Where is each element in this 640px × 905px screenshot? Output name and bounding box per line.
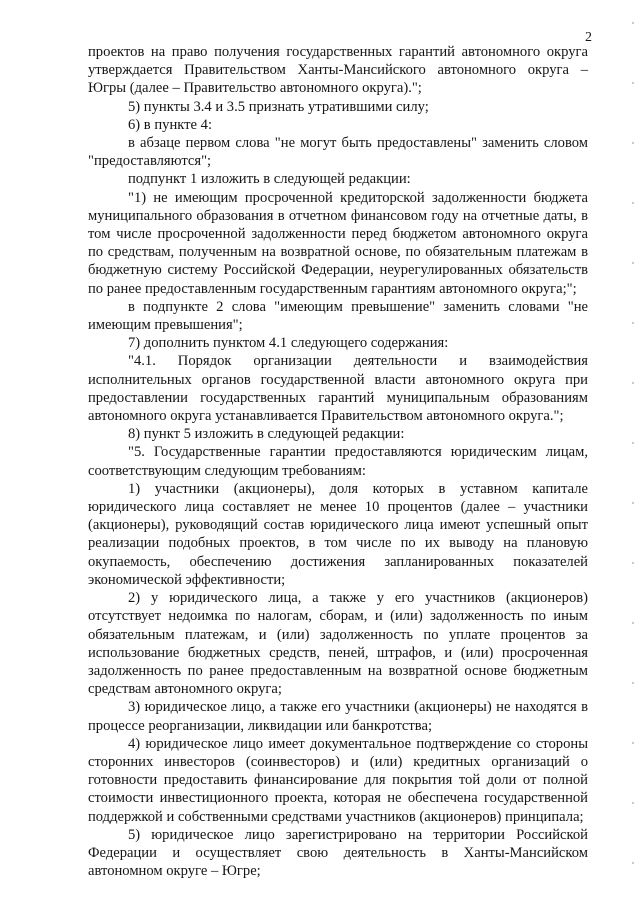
paragraph-requirement-4: 4) юридическое лицо имеет документальное подтверждение со стороны сторонних инвесторов (соинвесторов) и (или) кредитных организаций о готовности предоставить финансирование для покрытия той доли от полной стоимости инвестиционного проекта, которая не обеспечена государственной поддержкой и собственными средствами участников (акционеров) принципала; <box>88 735 588 825</box>
paragraph-item-5-text: "5. Государственные гарантии предоставляются юридическим лицам, соответствующим следующим требованиям: <box>88 444 588 479</box>
paragraph-requirement-3: 3) юридическое лицо, а также его участники (акционеры) не находятся в процессе реорганизации, ликвидации или банкротства; <box>88 699 588 734</box>
paragraph-continuation: проектов на право получения государственных гарантий автономного округа утверждается Правительством Ханты-Мансийского автономного округа – Югры (далее – Правительство автономного округа)."; <box>88 44 588 97</box>
paragraph-item-7: 7) дополнить пунктом 4.1 следующего содержания: <box>128 335 449 352</box>
paragraph-item-5: 5) пункты 3.4 и 3.5 признать утратившими силу; <box>128 98 429 115</box>
paragraph-first-abzac: в абзаце первом слова "не могут быть предоставлены" заменить словом "предоставляются"; <box>88 135 588 170</box>
paragraph-item-6: 6) в пункте 4: <box>128 116 213 133</box>
document-body <box>88 43 588 880</box>
paragraph-requirement-5: 5) юридическое лицо зарегистрировано на территории Российской Федерации и осуществляет свою деятельность в Ханты-Мансийском автономном округе – Югре; <box>88 826 588 880</box>
page-number: 2 <box>585 30 592 45</box>
paragraph-requirement-2: 2) у юридического лица, а также у его участников (акционеров) отсутствует недоимка по налогам, сборам, и (или) задолженность по иным обязательным платежам, и (или) задолженность по уплате процентов за использование бюджетных средств, пеней, штрафов, и (или) просроченная задолженность по ранее предоставленным на возвратной основе бюджетным средствам автономного округа; <box>88 590 588 698</box>
paragraph-requirement-1: 1) участники (акционеры), доля которых в уставном капитале юридического лица составляет не менее 10 процентов (далее – участники (акционеры), руководящий состав юридического лица имеют успешный опыт реализации подобных проектов, в том числе по их выводу на плановую окупаемость, обеспечению достижения запланированных показателей экономической эффективности; <box>88 480 588 588</box>
scan-edge-marks <box>632 0 634 905</box>
paragraph-subitem-1-intro: подпункт 1 изложить в следующей редакции: <box>128 171 411 188</box>
paragraph-subitem-2: в подпункте 2 слова "имеющим превышение" заменить словами "не имеющим превышения"; <box>88 298 588 334</box>
paragraph-item-4-1-text: "4.1. Порядок организации деятельности и взаимодействия исполнительных органов государственной власти автономного округа при предоставлении государственных гарантий муниципальным образованиям автономного округа устанавливается Правительством автономного округа."; <box>88 353 588 425</box>
paragraph-item-8: 8) пункт 5 изложить в следующей редакции: <box>128 426 405 443</box>
paragraph-subitem-1-text: "1) не имеющим просроченной кредиторской задолженности бюджета муниципального образования в отчетном финансовом году на отчетные даты, в том числе просроченной задолженности перед бюджетом автономного округа по средствам, полученным на возвратной основе, по обязательным платежам в бюджетную систему Российской Федерации, неурегулированных обязательств по ранее предоставленным государственным гарантиям автономного округа;"; <box>88 189 588 297</box>
